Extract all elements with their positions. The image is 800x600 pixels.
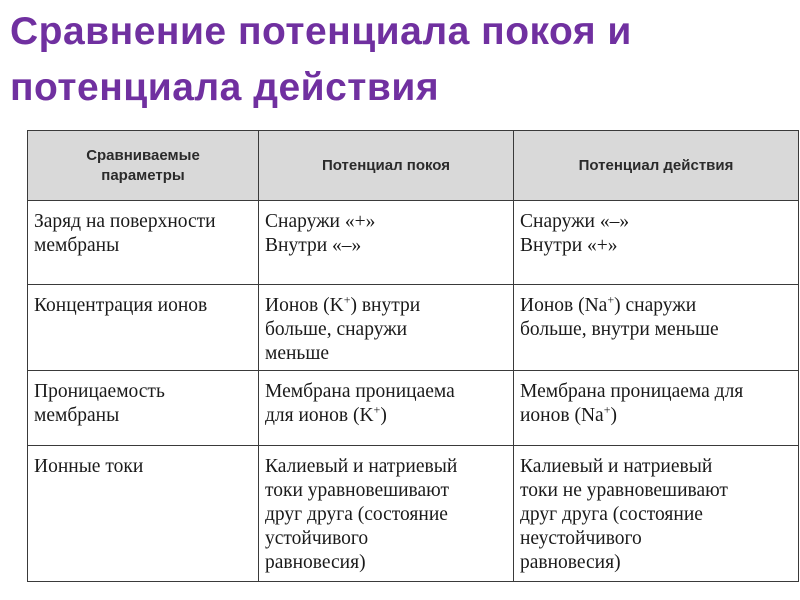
cell-resting: Мембрана проницаема для ионов (K+) bbox=[259, 371, 514, 446]
cell-action: Мембрана проницаема для ионов (Na+) bbox=[514, 371, 799, 446]
table-header bbox=[28, 131, 799, 201]
cell-parameter: Ионные токи bbox=[28, 446, 259, 582]
table-row-ion-currents bbox=[28, 446, 799, 582]
comparison-table bbox=[27, 130, 799, 582]
cell-action: Калиевый и натриевый токи не уравновешивают друг друга (состояние неустойчивого равновесия) bbox=[514, 446, 799, 582]
superscript-plus: + bbox=[603, 402, 611, 417]
cell-resting: Калиевый и натриевый токи уравновешивают друг друга (состояние устойчивого равновесия) bbox=[259, 446, 514, 582]
table-row-concentration bbox=[28, 285, 799, 371]
header-parameters: Сравниваемые параметры bbox=[28, 131, 259, 201]
header-action-potential: Потенциал действия bbox=[514, 131, 799, 201]
cell-parameter: Заряд на поверхности мембраны bbox=[28, 201, 259, 285]
cell-parameter: Концентрация ионов bbox=[28, 285, 259, 371]
cell-action: Снаружи «–» Внутри «+» bbox=[514, 201, 799, 285]
cell-resting: Ионов (K+) внутри больше, снаружи меньше bbox=[259, 285, 514, 371]
slide-title: Сравнение потенциала покоя и потенциала действия bbox=[10, 10, 632, 109]
table-row-permeability bbox=[28, 371, 799, 446]
superscript-plus: + bbox=[607, 292, 615, 307]
header-row bbox=[28, 131, 799, 201]
cell-action: Ионов (Na+) снаружи больше, внутри меньше bbox=[514, 285, 799, 371]
cell-resting: Снаружи «+» Внутри «–» bbox=[259, 201, 514, 285]
superscript-plus: + bbox=[343, 292, 351, 307]
header-resting-potential: Потенциал покоя bbox=[259, 131, 514, 201]
cell-parameter: Проницаемость мембраны bbox=[28, 371, 259, 446]
superscript-plus: + bbox=[373, 402, 381, 417]
table-row-charge bbox=[28, 201, 799, 285]
